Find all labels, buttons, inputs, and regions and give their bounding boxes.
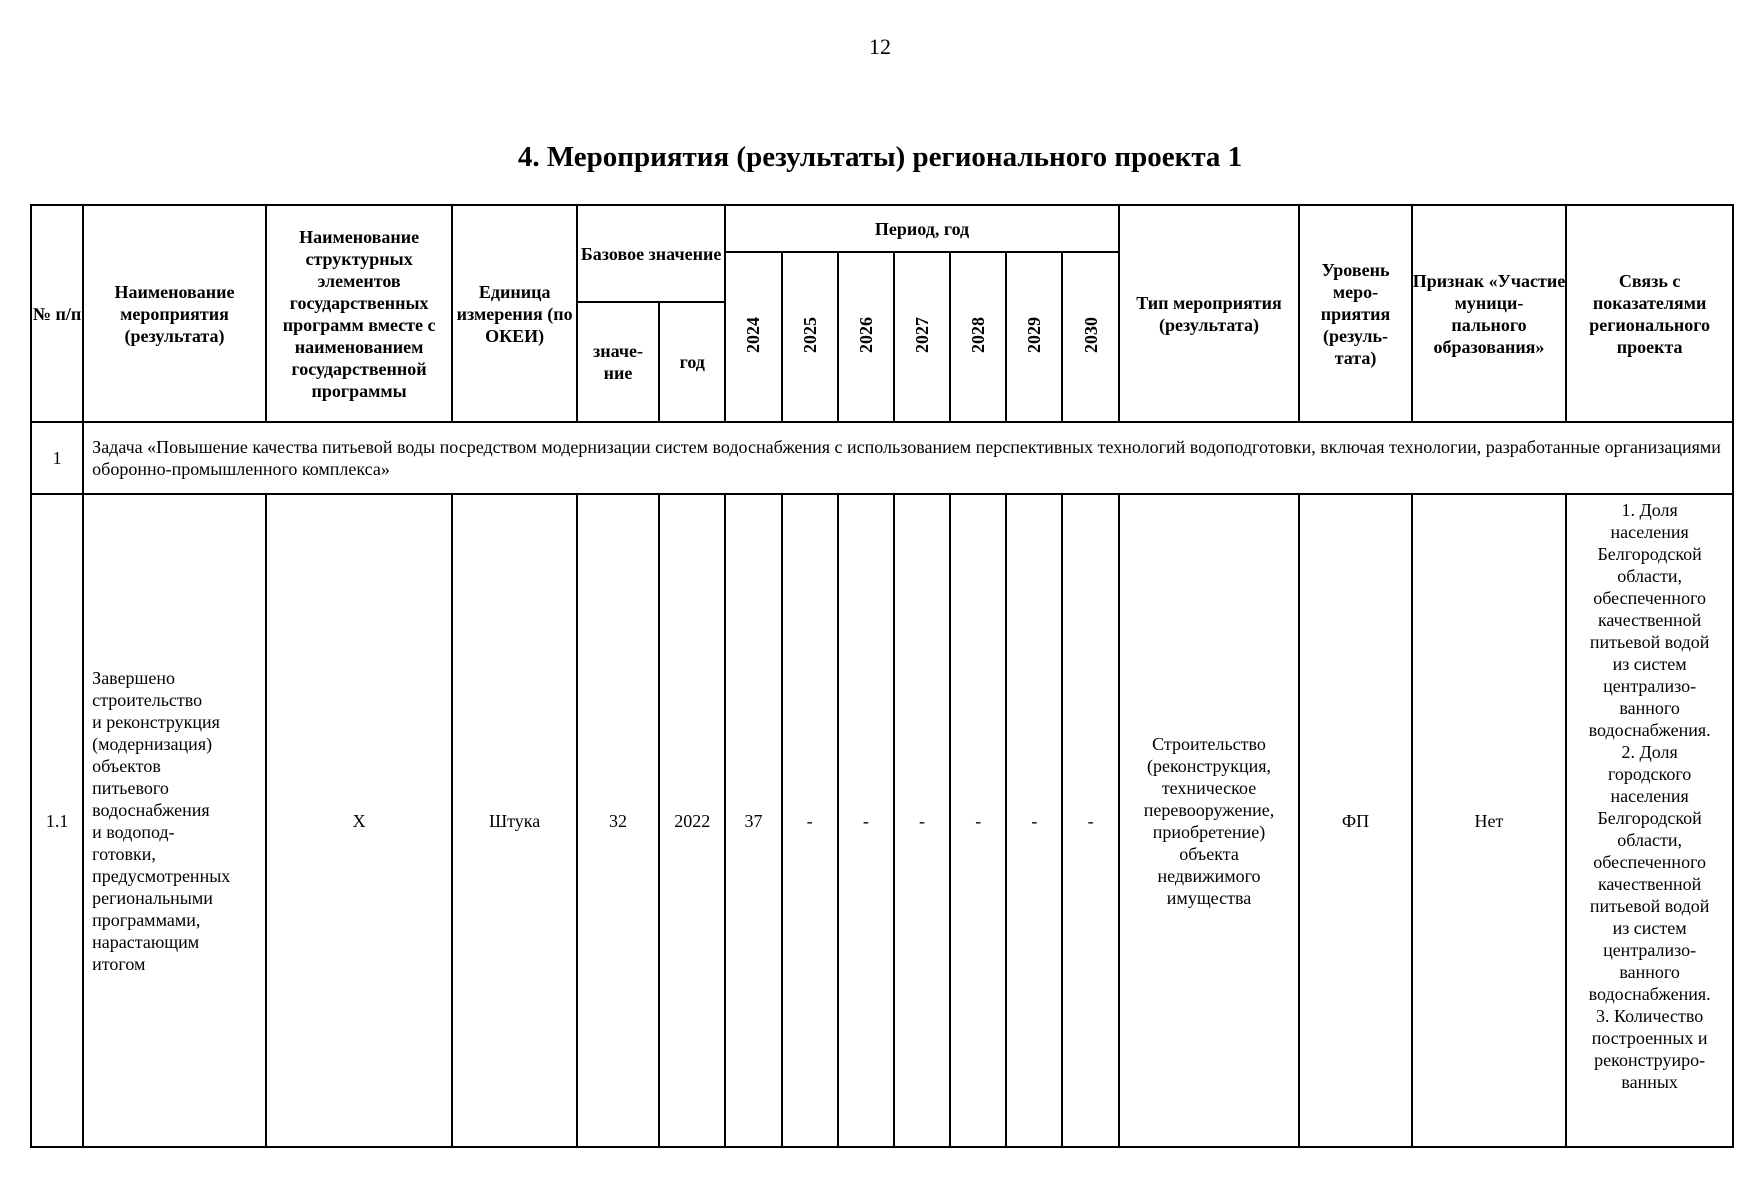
item-unit: Штука bbox=[452, 494, 576, 1147]
item-base-value: 32 bbox=[577, 494, 659, 1147]
page-number: 12 bbox=[869, 34, 891, 59]
header-municipal: Признак «Участие муници- пального образования» bbox=[1412, 205, 1567, 422]
item-base-year: 2022 bbox=[659, 494, 725, 1147]
item-municipal: Нет bbox=[1412, 494, 1567, 1147]
item-num: 1.1 bbox=[31, 494, 83, 1147]
item-value-2026: - bbox=[838, 494, 894, 1147]
header-num: № п/п bbox=[31, 205, 83, 422]
task-text: Задача «Повышение качества питьевой воды посредством модернизации систем водоснабжения с использованием перспективных технологий водоподготовки, включая технологии, разработанные организациями оборонно-промышленного комплекса» bbox=[83, 422, 1733, 494]
header-year-2026: 2026 bbox=[838, 252, 894, 422]
header-base-year: год bbox=[659, 302, 725, 422]
header-base-value: значе- ние bbox=[577, 302, 659, 422]
header-unit: Единица измерения (по ОКЕИ) bbox=[452, 205, 576, 422]
item-value-2030: - bbox=[1062, 494, 1118, 1147]
item-value-2028: - bbox=[950, 494, 1006, 1147]
item-link: 1. Доля населения Белгородской области, обеспеченного качественной питьевой водой из систем централизо- ванного водоснабжения. 2. Доля городского населения Белгородской области, обеспеченного качественной питьевой водой из систем централизо- ванного водоснабжения. 3. Количество построенных и реконструиро- ванных bbox=[1566, 494, 1733, 1147]
task-row bbox=[31, 422, 1733, 494]
header-year-2025: 2025 bbox=[782, 252, 838, 422]
task-num: 1 bbox=[31, 422, 83, 494]
header-link: Связь с показателями регионального проекта bbox=[1566, 205, 1733, 422]
header-year-2028: 2028 bbox=[950, 252, 1006, 422]
results-table bbox=[30, 204, 1734, 1148]
item-type: Строительство (реконструкция, техническое перевооружение, приобретение) объекта недвижимого имущества bbox=[1119, 494, 1300, 1147]
header-period: Период, год bbox=[725, 205, 1118, 252]
table-row bbox=[31, 494, 1733, 1147]
item-level: ФП bbox=[1299, 494, 1411, 1147]
header-year-2024: 2024 bbox=[725, 252, 781, 422]
header-name: Наименование мероприятия (результата) bbox=[83, 205, 266, 422]
item-name: Завершено строительство и реконструкция (модернизация) объектов питьевого водоснабжения и водопод- готовки, предусмотренных региональными программами, нарастающим итогом bbox=[83, 494, 266, 1147]
header-year-2030: 2030 bbox=[1062, 252, 1118, 422]
header-struct: Наименование структурных элементов государственных программ вместе с наименованием государственной программы bbox=[266, 205, 453, 422]
item-value-2027: - bbox=[894, 494, 950, 1147]
header-year-2029: 2029 bbox=[1006, 252, 1062, 422]
item-struct: Х bbox=[266, 494, 453, 1147]
item-value-2025: - bbox=[782, 494, 838, 1147]
header-year-2027: 2027 bbox=[894, 252, 950, 422]
header-base: Базовое значение bbox=[577, 205, 726, 302]
section-title: 4. Мероприятия (результаты) регионального проекта 1 bbox=[517, 141, 1243, 173]
header-type: Тип мероприятия (результата) bbox=[1119, 205, 1300, 422]
header-level: Уровень меро- приятия (резуль- тата) bbox=[1299, 205, 1411, 422]
item-value-2024: 37 bbox=[725, 494, 781, 1147]
item-value-2029: - bbox=[1006, 494, 1062, 1147]
